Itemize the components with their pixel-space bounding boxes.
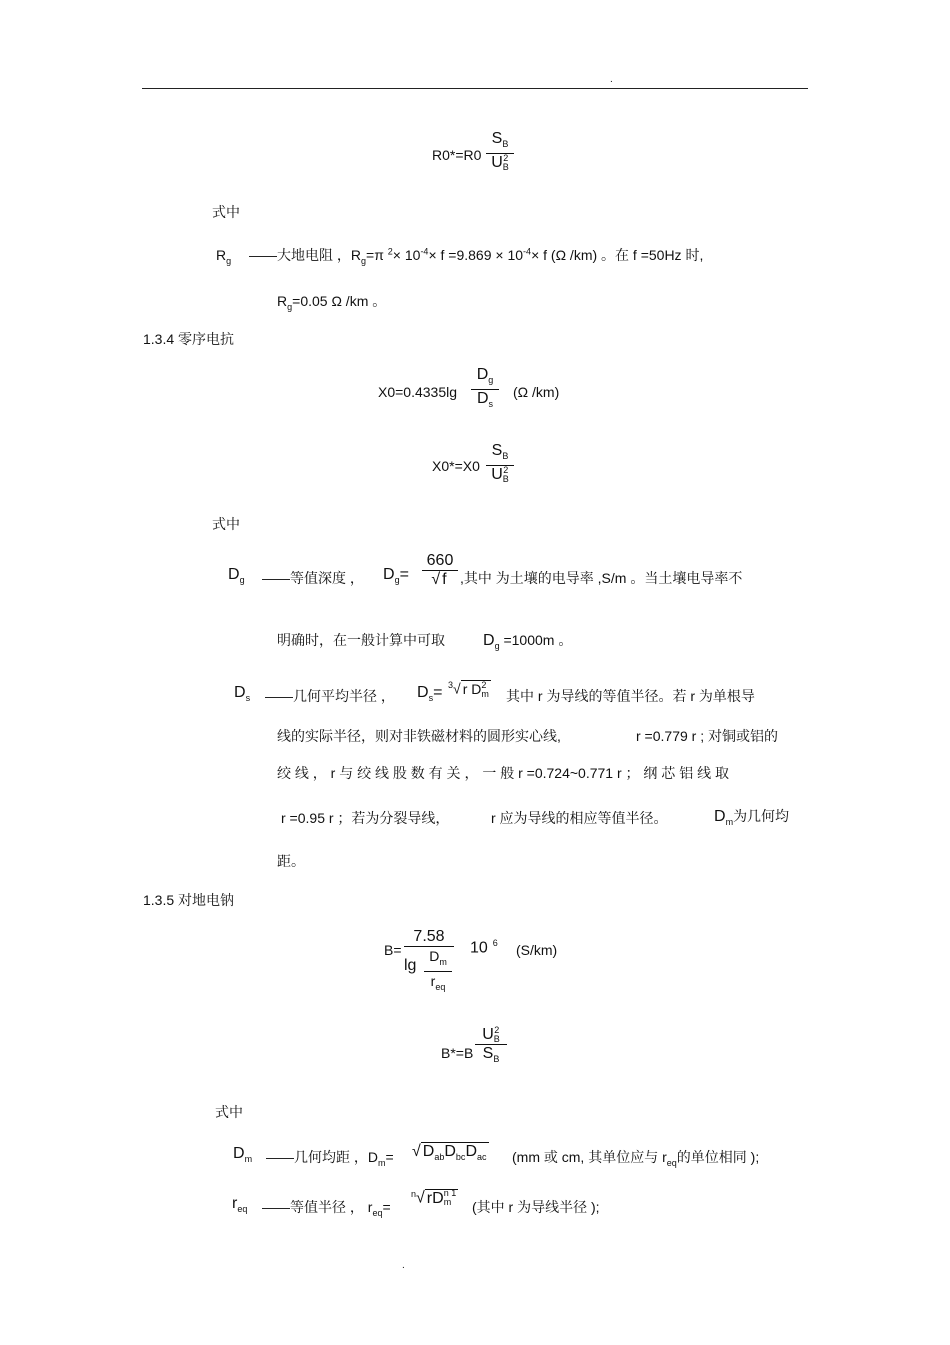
rg-value-symbol: R bbox=[277, 293, 288, 309]
eq-x0star-den-sub: B bbox=[502, 474, 509, 485]
dm-desc-wrap bbox=[266, 1147, 394, 1168]
eq-bstar-num-sup: 2 bbox=[494, 1025, 500, 1035]
req-radical: $^n$√ rDn 1 m bbox=[411, 1188, 457, 1208]
req-desc: ——等值半径 ， r bbox=[262, 1199, 373, 1215]
eq-x0-lhs: X0=0.4335lg bbox=[378, 384, 458, 400]
req-sym: r bbox=[232, 1195, 238, 1212]
ds-sym2-sub: s bbox=[428, 693, 434, 704]
eq-r0-num: S bbox=[491, 130, 503, 147]
dg-line2-value bbox=[483, 630, 572, 651]
eq-bstar-den-sub: B bbox=[493, 1054, 500, 1065]
rg-symbol: R bbox=[216, 247, 227, 263]
eq-r0-num-sub: B bbox=[502, 139, 509, 150]
req-rad-sub: m bbox=[443, 1197, 452, 1208]
dg-desc: ——等值深度 ， bbox=[262, 570, 364, 586]
req-root-index: n bbox=[411, 1189, 417, 1199]
shizhong-label-2: 式中 bbox=[212, 516, 240, 532]
dm-symbol bbox=[233, 1145, 252, 1164]
eq-x0-unit: (Ω /km) bbox=[513, 384, 560, 400]
dm-r2: D bbox=[444, 1143, 456, 1160]
eq-b-inner-num-sub: m bbox=[439, 956, 447, 967]
dm-sym-sub: m bbox=[244, 1154, 253, 1165]
eq-bstar-lhs: B*=B bbox=[441, 1045, 474, 1061]
eq-x0star-num-sub: B bbox=[502, 451, 509, 462]
ds-line4b: r 应为导线的相应等值半径。 bbox=[491, 810, 668, 826]
dg-num: 660 bbox=[426, 552, 454, 569]
eq-b-unit: (S/km) bbox=[516, 942, 558, 958]
rg-sup3: -4 bbox=[523, 246, 532, 257]
dm-radical: √ $D_{ab}D_{bc}D_{ac}$ bbox=[412, 1143, 487, 1163]
eq-b-lhs: B= bbox=[384, 942, 402, 958]
rg-value-line bbox=[277, 291, 386, 312]
eq-b-num: 7.58 bbox=[413, 928, 445, 945]
dg-fraction: 660 √ f bbox=[422, 552, 458, 589]
dg-sym: D bbox=[228, 566, 240, 583]
rg-part3: × f =9.869 × 10 bbox=[428, 247, 524, 263]
dm-after2: 的单位相同 ); bbox=[676, 1149, 760, 1165]
rg-value-sub: g bbox=[287, 301, 293, 312]
dg-line2-sym: D bbox=[483, 632, 495, 649]
dm-r3-sub: ac bbox=[477, 1152, 487, 1163]
req-sym-sub: eq bbox=[237, 1204, 248, 1215]
req-after: (其中 r 为导线半径 ); bbox=[472, 1199, 600, 1215]
eq-b-den-lg: lg bbox=[404, 957, 417, 974]
eq-x0star-lhs: X0*=X0 bbox=[432, 458, 480, 474]
ds-radical: $^3$√ r D2 m bbox=[448, 679, 489, 699]
rg-part4: × f (Ω /km) 。在 f =50Hz 时, bbox=[531, 247, 704, 263]
ds-rad-sub: m bbox=[481, 688, 489, 699]
eq-b-ten-sup: 6 bbox=[492, 938, 498, 948]
rg-sup2: -4 bbox=[420, 246, 429, 257]
ds-line4c-sub: m bbox=[725, 816, 734, 827]
req-desc-sub: eq bbox=[372, 1207, 383, 1218]
ds-eq: = bbox=[433, 684, 443, 701]
dm-desc: ——几何均距 ，D bbox=[266, 1149, 378, 1165]
eq-x0star-den-sup: 2 bbox=[503, 465, 509, 476]
dm-r3: D bbox=[465, 1143, 477, 1160]
eq-r0-den-sup: 2 bbox=[503, 153, 509, 164]
dg-sym-sub: g bbox=[239, 575, 245, 586]
eq-r0-lhs: R0*=R0 bbox=[432, 147, 482, 163]
rg-part2: × 10 bbox=[392, 247, 421, 263]
ds-line4c-text: 为几何均 bbox=[733, 808, 790, 824]
eq-r0-fraction bbox=[486, 130, 514, 172]
dg-line2-val: =1000m 。 bbox=[503, 632, 573, 648]
eq-b-inner-num: D bbox=[429, 948, 440, 964]
eq-b-inner-den-sub: eq bbox=[435, 981, 446, 992]
dm-r2-sub: bc bbox=[455, 1152, 466, 1163]
eq-x0star-den: U bbox=[491, 466, 503, 484]
section-1-3-5-heading: 1.3.5 对地电钠 bbox=[143, 892, 235, 908]
dm-sym: D bbox=[233, 1145, 245, 1162]
ds-line4c bbox=[714, 806, 789, 827]
dm-after-wrap bbox=[512, 1147, 759, 1168]
eq-bstar-den: S bbox=[482, 1045, 494, 1063]
rg-eq1: =π bbox=[366, 247, 384, 263]
ds-root-index: 3 bbox=[448, 680, 454, 690]
req-rad-a: rD bbox=[426, 1189, 444, 1207]
ds-rad-a: r D bbox=[462, 680, 482, 697]
dg-sym2-sub: g bbox=[394, 575, 400, 586]
ds-symbol-2 bbox=[417, 684, 442, 703]
dm-r1: D bbox=[422, 1143, 435, 1160]
ds-line2b: r =0.779 r ; 对铜或铝的 bbox=[636, 728, 778, 744]
dg-line2-text: 明确时，在一般计算中可取 bbox=[277, 632, 445, 648]
ds-line2: 线的实际半径，则对非铁磁材料的圆形实心线, bbox=[277, 728, 561, 744]
ds-sym-sub: s bbox=[245, 693, 251, 704]
req-desc-wrap bbox=[262, 1197, 391, 1218]
req-symbol bbox=[232, 1195, 247, 1214]
rg-symbol-sub: g bbox=[226, 255, 232, 266]
eq-x0-den: D bbox=[476, 390, 489, 408]
ds-line4c-sym: D bbox=[714, 808, 726, 825]
dg-rad: f bbox=[442, 571, 447, 588]
req-rad-sup: n 1 bbox=[443, 1188, 457, 1199]
dm-after: (mm 或 cm, 其单位应与 r bbox=[512, 1149, 667, 1165]
rg-value-text: =0.05 Ω /km 。 bbox=[292, 293, 387, 309]
dm-desc-sub: m bbox=[378, 1157, 386, 1168]
eq-x0-num-sub: g bbox=[488, 375, 494, 386]
dg-symbol bbox=[228, 566, 245, 585]
eq-r0-den: U bbox=[491, 154, 503, 172]
ds-line5: 距。 bbox=[277, 853, 305, 869]
footer-dot: . bbox=[402, 1260, 405, 1271]
header-rule bbox=[142, 88, 808, 89]
eq-bstar-fraction bbox=[475, 1026, 507, 1068]
dg-sym2: D bbox=[383, 566, 395, 583]
dg-line2-sub: g bbox=[494, 640, 500, 651]
header-dot: . bbox=[610, 74, 613, 85]
dm-after-sub: eq bbox=[666, 1157, 677, 1168]
ds-symbol bbox=[234, 684, 250, 703]
ds-sym: D bbox=[234, 684, 246, 701]
ds-line3: 绞 线 ， r 与 绞 线 股 数 有 关 ， 一 般 r =0.724~0.771 r ； 纲 芯 铝 线 取 bbox=[277, 765, 729, 781]
eq-x0star-num: S bbox=[491, 442, 503, 459]
rg-desc: ——大地电阻 ，R bbox=[249, 247, 362, 263]
rg-desc-sub: g bbox=[361, 255, 367, 266]
eq-bstar-num: U bbox=[482, 1026, 494, 1044]
rg-definition bbox=[216, 245, 703, 266]
dg-eq: = bbox=[399, 566, 409, 583]
eq-bstar-num-sub: B bbox=[493, 1034, 500, 1044]
ds-rad-sup: 2 bbox=[481, 679, 487, 690]
section-1-3-4-heading: 1.3.4 零序电抗 bbox=[143, 331, 235, 347]
req-eq: = bbox=[382, 1199, 391, 1215]
shizhong-label-1: 式中 bbox=[212, 204, 240, 220]
eq-b-ten-text: 10 bbox=[470, 939, 488, 957]
eq-x0-num: D bbox=[476, 366, 489, 383]
eq-x0-fraction bbox=[471, 366, 499, 413]
eq-x0star-fraction bbox=[486, 442, 514, 484]
dm-eq: = bbox=[385, 1149, 394, 1165]
eq-b-inner-den: r bbox=[430, 972, 436, 989]
dg-after: ,其中 为土壤的电导率 ,S/m 。当土壤电导率不 bbox=[460, 570, 743, 586]
rg-sup1: 2 bbox=[387, 246, 393, 257]
shizhong-label-3: 式中 bbox=[215, 1104, 243, 1120]
eq-x0-den-sub: s bbox=[488, 399, 494, 410]
dm-r1-sub: ab bbox=[434, 1152, 445, 1163]
ds-after: 其中 r 为导线的等值半径。若 r 为单根导 bbox=[506, 688, 755, 704]
eq-r0-den-sub: B bbox=[502, 162, 509, 173]
dg-symbol-2 bbox=[383, 566, 409, 585]
ds-sym2: D bbox=[417, 684, 429, 701]
ds-line4a: r =0.95 r ；若为分裂导线， bbox=[281, 810, 450, 826]
ds-desc: ——几何平均半径 ， bbox=[265, 688, 395, 704]
eq-b-fraction bbox=[404, 928, 454, 992]
eq-b-ten bbox=[470, 938, 498, 957]
